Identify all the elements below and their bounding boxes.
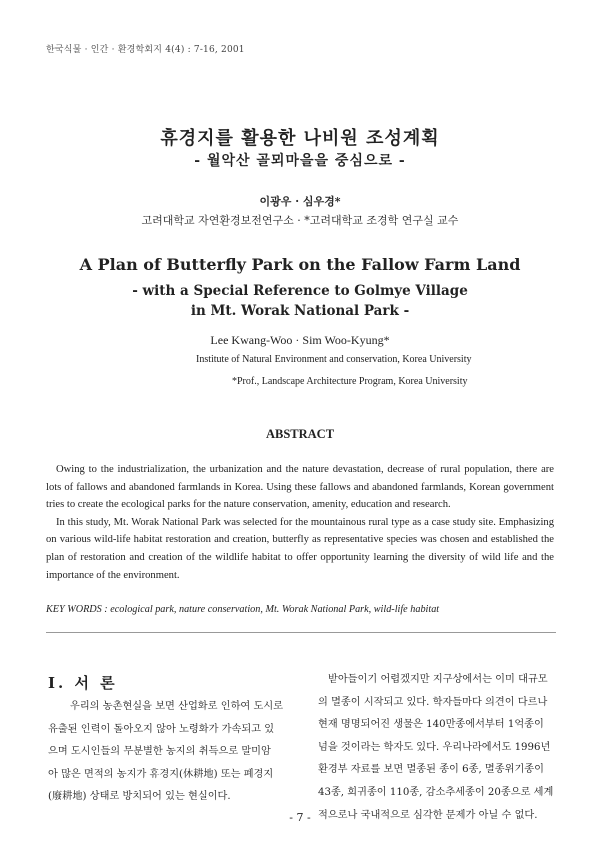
korean-title: 휴경지를 활용한 나비원 조성계획 [160, 128, 440, 149]
korean-authors: 이광우 · 심우경* [259, 195, 341, 208]
section-heading-introduction: Ⅰ. 서 론 [48, 674, 118, 692]
intro-right-line: 받아들이기 어렵겠지만 지구상에서는 이미 대규모 [328, 674, 548, 685]
english-title: A Plan of Butterfly Park on the Fallow Farm Land [79, 255, 521, 274]
abstract-heading: ABSTRACT [265, 427, 335, 441]
intro-right-line: 43종, 희귀종이 110종, 감소추세종이 20종으로 세계 [318, 786, 554, 798]
english-affiliation-2: *Prof., Landscape Architecture Program, Korea University [232, 376, 468, 387]
abstract-paragraph-2: In this study, Mt. Worak National Park was selected for the mountainous rural type as a case study site. Emphasizing on various wild-life habitat restoration and creation, butterfly as representative species was chosen and established the plan of restoration and creation of the wildlife habitat to offer opportunity learning the diversity of wild life and the importance of the environment. [46, 516, 554, 581]
abstract-body [46, 461, 554, 584]
intro-left-line: 으며 도시인들의 무분별한 농지의 취득으로 말미암 [48, 746, 271, 758]
section-divider [46, 632, 556, 633]
intro-left-column [48, 696, 298, 809]
intro-left-line: 우리의 농촌현실을 보면 산업화로 인하여 도시로 [70, 701, 284, 712]
english-affiliation-1: Institute of Natural Environment and conservation, Korea University [196, 354, 472, 365]
intro-right-line: 환경부 자료를 보면 멸종된 종이 6종, 멸종위기종이 [318, 764, 544, 776]
korean-affiliation: 고려대학교 자연환경보전연구소 · *고려대학교 조경학 연구실 교수 [141, 214, 459, 227]
english-authors: Lee Kwang-Woo · Sim Woo-Kyung* [210, 333, 390, 347]
intro-right-column [318, 669, 556, 827]
intro-right-line: 넘을 것이라는 학자도 있다. 우리나라에서도 1996년 [318, 741, 551, 753]
keywords: KEY WORDS : ecological park, nature conservation, Mt. Worak National Park, wild-life habitat [46, 604, 440, 615]
korean-subtitle: - 월악산 골뫼마을을 중심으로 - [194, 153, 406, 169]
intro-right-line: 적으로나 국내적으로 심각한 문제가 아닐 수 없다. [318, 809, 538, 821]
english-subtitle-line1: - with a Special Reference to Golmye Village [132, 283, 468, 299]
intro-left-line: 아 많은 면적의 농지가 휴경지(休耕地) 또는 폐경지 [48, 768, 274, 780]
running-head: 한국식물 · 인간 · 환경학회지 4(4) : 7-16, 2001 [46, 45, 245, 55]
intro-left-line: 유출된 인력이 돌아오지 않아 노령화가 가속되고 있 [48, 723, 275, 735]
intro-right-line: 의 멸종이 시작되고 있다. 학자들마다 의견이 다르나 [318, 696, 548, 708]
page-number: - 7 - [289, 811, 311, 824]
intro-right-line: 현재 명명되어진 생물은 140만종에서부터 1억종이 [318, 719, 544, 731]
intro-left-line: (廢耕地) 상태로 방치되어 있는 현실이다. [48, 791, 231, 803]
english-subtitle-line2: in Mt. Worak National Park - [190, 303, 410, 319]
abstract-paragraph-1: Owing to the industrialization, the urbanization and the nature devastation, decrease of rural population, there are lots of fallows and abandoned farmlands in Korea. Using these fallows and abandoned farmlands, Korean government tries to create the ecological parks for the nature conservation, amenity, education and research. [46, 464, 554, 511]
